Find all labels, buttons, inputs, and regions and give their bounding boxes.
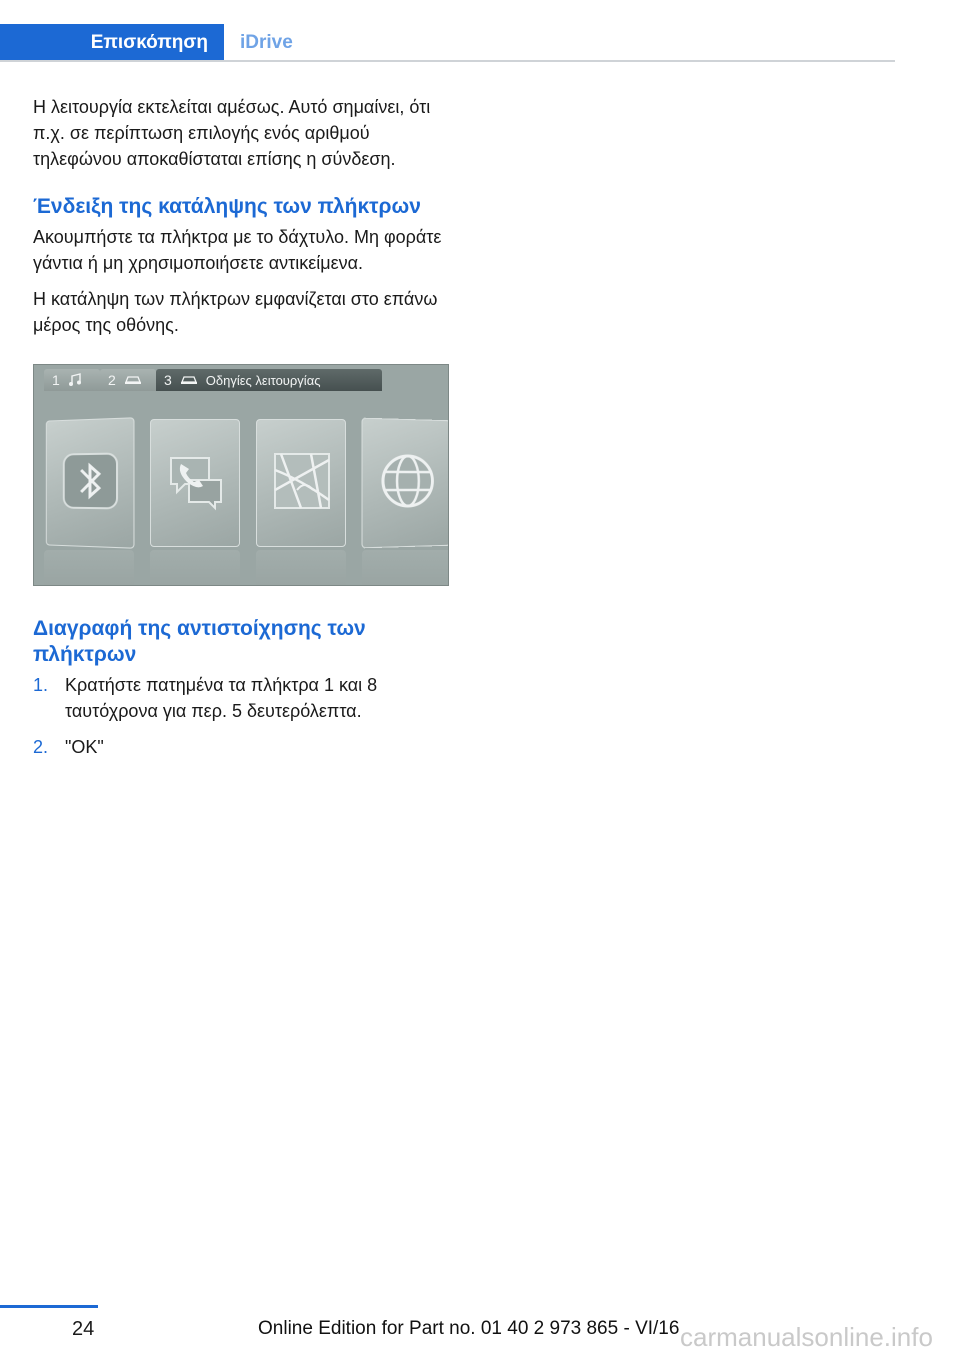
figure-tab-2-number: 2 [108,372,116,388]
phone-messages-icon [165,450,227,512]
content-column [33,94,453,770]
car-icon [180,374,198,386]
list-item [33,734,453,760]
step-number: 2. [33,737,49,757]
tile-internet [361,418,449,549]
watermark-text: carmanualsonline.info [680,1322,933,1352]
step-text: Κρατήστε πατημένα τα πλήκτρα 1 και 8 ταυτόχρονα για περ. 5 δευτερόλεπτα. [65,675,378,721]
paragraph-display-top: Η κατάληψη των πλήκτρων εμφανίζεται στο επάνω μέρος της οθόνης. [33,289,438,335]
music-note-icon [68,373,82,387]
figure-tab-1 [44,369,100,391]
paragraph-touch-keys: Ακουμπήστε τα πλήκτρα με το δάχτυλο. Μη φοράτε γάντια ή μη χρησιμοποιήσετε αντικείμενα. [33,227,442,273]
tab-overview[interactable]: Επισκόπηση [0,24,224,62]
figure-tab-2 [100,369,156,391]
globe-icon [377,450,438,513]
heading-delete-assignment: Διαγραφή της αντιστοίχησης των πλήκτρων [33,617,366,666]
intro-paragraph: Η λειτουργία εκτελείται αμέσως. Αυτό σημαίνει, ότι π.χ. σε περίπτωση επιλογής ενός αριθμού τηλεφώνου αποκαθίσταται επίσης η σύνδεση. [33,97,431,169]
figure-tab-bar [34,365,448,395]
header-rule [0,60,895,62]
heading-key-assignment: Ένδειξη της κατάληψης των πλήκτρων [33,195,421,218]
tile-bluetooth [46,417,135,548]
steps-list [33,672,453,760]
step-text: "OK" [65,737,104,757]
tile-navigation [256,419,346,547]
list-item [33,672,453,724]
tile-lower-4 [362,550,449,586]
tab-idrive[interactable]: iDrive [240,32,293,53]
tile-lower-2 [150,550,240,586]
header-bar [0,0,895,62]
car-icon [124,374,142,386]
page-number: 24 [72,1318,95,1340]
edition-text: Online Edition for Part no. 01 40 2 973 865 - VI/16 [258,1318,680,1339]
screen-figure [33,364,449,586]
figure-tab-3-label: Οδηγίες λειτουργίας [205,372,321,388]
tile-phone [150,419,240,547]
tile-lower-1 [44,550,134,586]
bluetooth-icon [60,449,121,512]
figure-tab-3-number: 3 [164,372,172,388]
figure-tab-3 [156,369,382,391]
figure-tab-1-number: 1 [52,372,60,388]
navigation-map-icon [271,450,333,512]
step-number: 1. [33,675,49,695]
tile-lower-3 [256,550,346,586]
footer-rule [0,1305,98,1308]
